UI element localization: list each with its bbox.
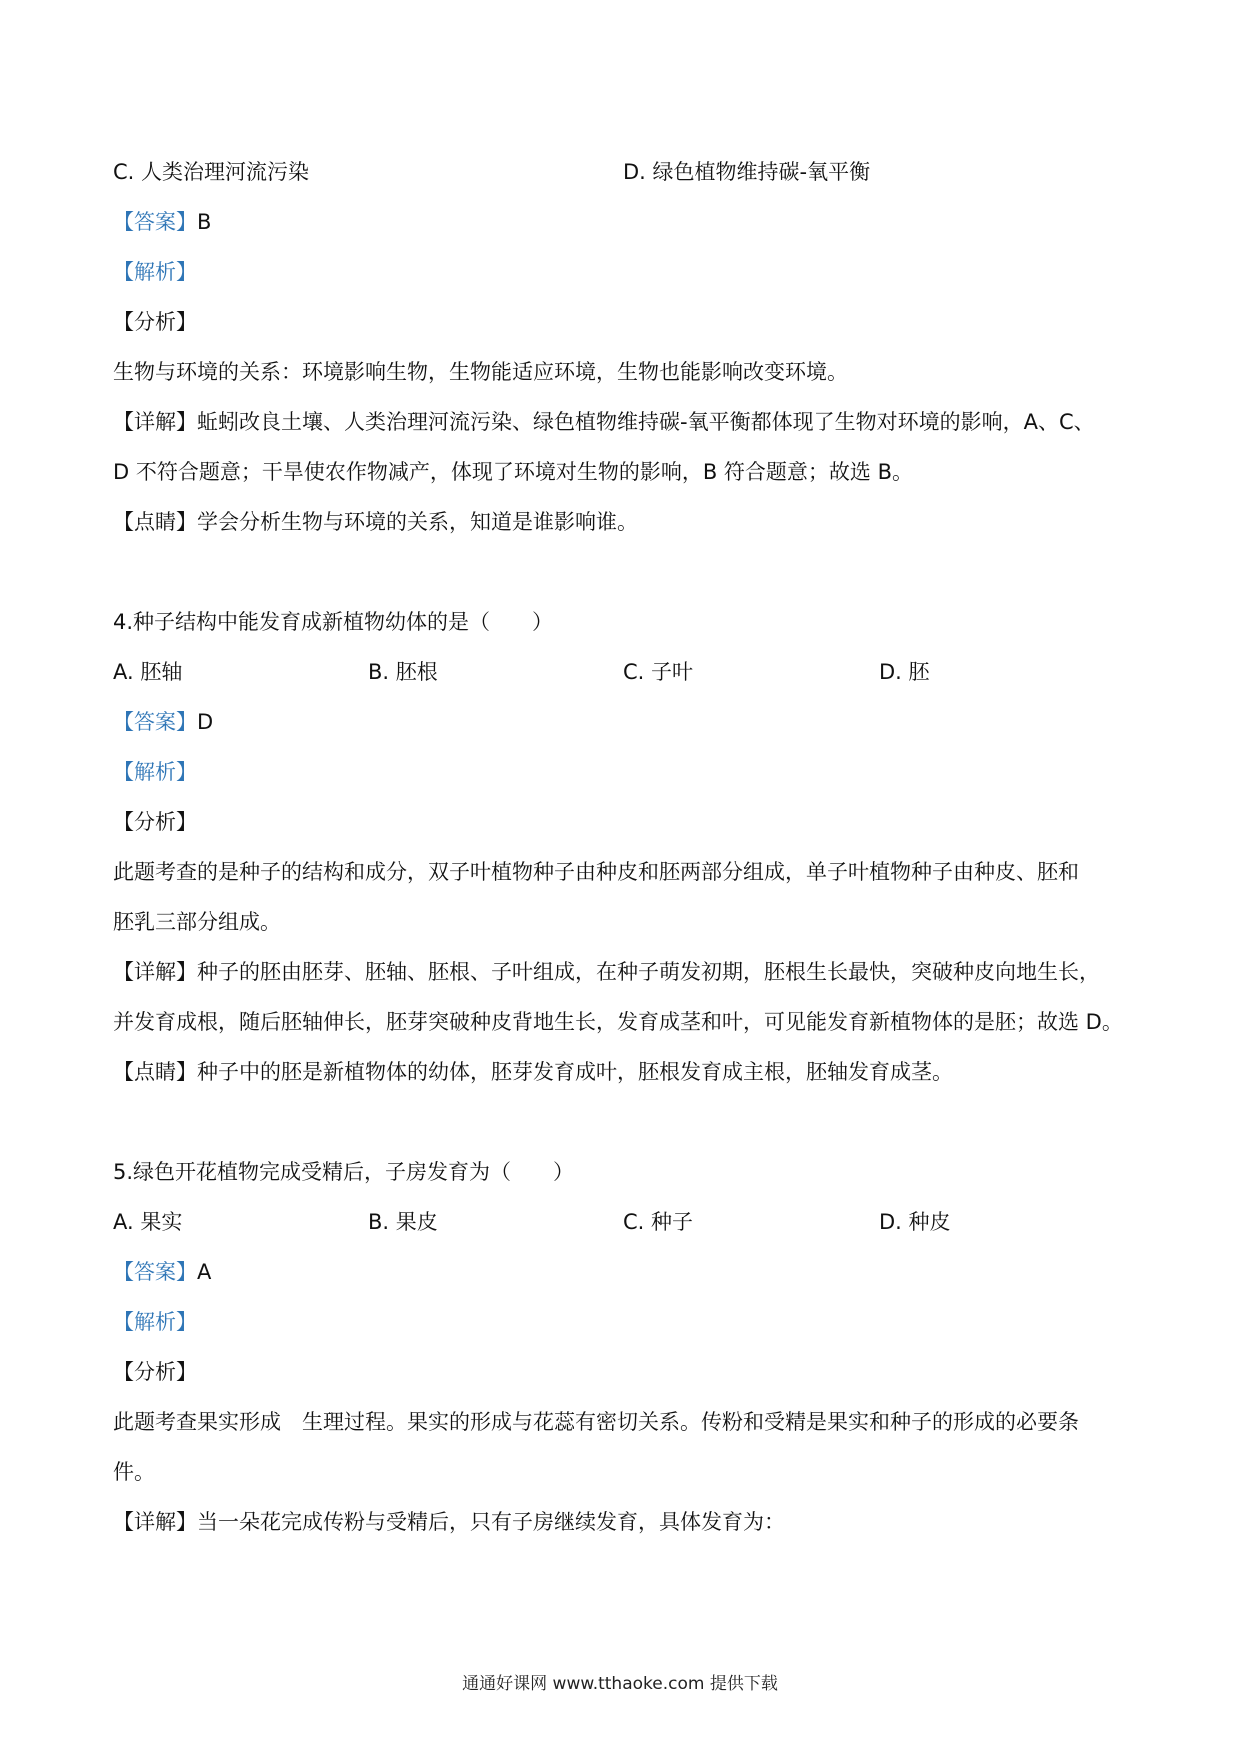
q4-option-c: C. 子叶 [623,660,694,684]
q3-fenxi-text: 生物与环境的关系：环境影响生物，生物能适应环境，生物也能影响改变环境。 [113,360,848,384]
q5-option-a: A. 果实 [113,1210,183,1234]
q4-fenxi-tag: 【分析】 [113,810,197,834]
dianjing-tag: 【点睛】 [113,1060,197,1084]
dianjing-tag: 【点睛】 [113,510,197,534]
q4-xiangjie-line2: 并发育成根，随后胚轴伸长，胚芽突破种皮背地生长，发育成茎和叶，可见能发育新植物体的是胚；故选 D。 [113,1010,1123,1034]
q4-dianjing [113,1057,953,1087]
q3-fenxi-tag: 【分析】 [113,310,197,334]
xiangjie-tag: 【详解】 [113,960,197,984]
page-footer: 通通好课网 www.tthaoke.com 提供下载 [462,1674,778,1694]
q3-xiangjie-line2: D 不符合题意；干旱使农作物减产，体现了环境对生物的影响，B 符合题意；故选 B。 [113,460,914,484]
q3-jiexi-tag: 【解析】 [113,260,197,284]
xiangjie-tag: 【详解】 [113,1510,197,1534]
q5-jiexi-tag: 【解析】 [113,1310,197,1334]
q4-answer [113,707,213,737]
q5-fenxi-line2: 件。 [113,1460,155,1484]
q3-dianjing [113,507,638,537]
answer-tag: 【答案】 [113,1260,197,1284]
dianjing-text: 学会分析生物与环境的关系，知道是谁影响谁。 [197,510,638,534]
q4-xiangjie-line1 [113,957,1100,987]
q3-option-c: C. 人类治理河流污染 [113,160,310,184]
xiangjie-text: 当一朵花完成传粉与受精后，只有子房继续发育，具体发育为： [197,1510,785,1534]
q4-stem: 4.种子结构中能发育成新植物幼体的是（ ） [113,610,554,634]
q3-xiangjie-line1 [113,407,1095,437]
q4-jiexi-tag: 【解析】 [113,760,197,784]
q5-option-b: B. 果皮 [368,1210,438,1234]
q5-fenxi-tag: 【分析】 [113,1360,197,1384]
q5-stem: 5.绿色开花植物完成受精后，子房发育为（ ） [113,1160,575,1184]
q5-xiangjie [113,1507,785,1537]
q5-fenxi-line1: 此题考查果实形成 生理过程。果实的形成与花蕊有密切关系。传粉和受精是果实和种子的形成的必要条 [113,1410,1079,1434]
q4-option-d: D. 胚 [879,660,930,684]
xiangjie-tag: 【详解】 [113,410,197,434]
q4-fenxi-line1: 此题考查的是种子的结构和成分，双子叶植物种子由种皮和胚两部分组成，单子叶植物种子由种皮、胚和 [113,860,1079,884]
q5-answer [113,1257,211,1287]
q5-option-d: D. 种皮 [879,1210,951,1234]
answer-value: D [197,710,214,734]
dianjing-text: 种子中的胚是新植物体的幼体，胚芽发育成叶，胚根发育成主根，胚轴发育成茎。 [197,1060,953,1084]
xiangjie-text: 蚯蚓改良土壤、人类治理河流污染、绿色植物维持碳-氧平衡都体现了生物对环境的影响，A、C、 [197,410,1095,434]
answer-tag: 【答案】 [113,210,197,234]
q4-option-b: B. 胚根 [368,660,438,684]
q3-answer [113,207,211,237]
q5-option-c: C. 种子 [623,1210,694,1234]
answer-tag: 【答案】 [113,710,197,734]
q4-option-a: A. 胚轴 [113,660,183,684]
xiangjie-text: 种子的胚由胚芽、胚轴、胚根、子叶组成，在种子萌发初期，胚根生长最快，突破种皮向地生长， [197,960,1100,984]
answer-value: B [197,210,212,234]
answer-value: A [197,1260,212,1284]
q4-fenxi-line2: 胚乳三部分组成。 [113,910,281,934]
q3-option-d: D. 绿色植物维持碳-氧平衡 [623,160,871,184]
